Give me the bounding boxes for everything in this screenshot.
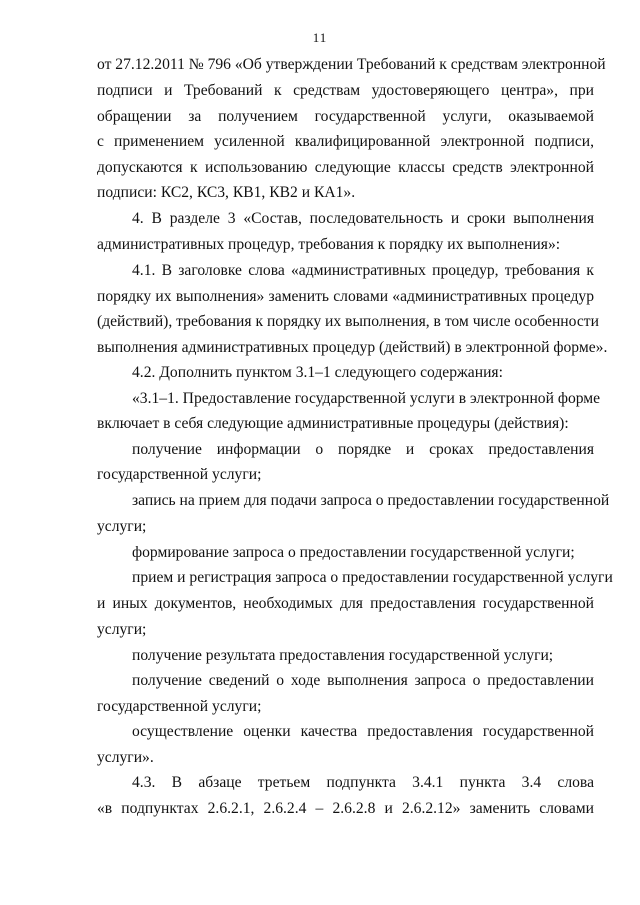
- text-line: осуществление оценки качества предоставления государственной: [132, 723, 594, 740]
- text-line: выполнения административных процедур (действий) в электронной форме».: [97, 339, 608, 356]
- text-line: государственной услуги;: [97, 698, 262, 715]
- text-line: подписи: КС2, КС3, КВ1, КВ2 и КА1».: [97, 184, 356, 201]
- text-line: получение информации о порядке и сроках предоставления: [132, 441, 594, 458]
- text-line: административных процедур, требования к порядку их выполнения»:: [97, 236, 561, 253]
- text-line: 4.1. В заголовке слова «административных процедур, требования к: [132, 262, 594, 279]
- text-line: 4.2. Дополнить пунктом 3.1–1 следующего содержания:: [132, 364, 503, 381]
- text-line: с применением усиленной квалифицированной электронной подписи,: [97, 133, 594, 150]
- text-line: 4.3. В абзаце третьем подпункта 3.4.1 пункта 3.4 слова: [132, 774, 594, 791]
- text-line: услуги».: [97, 749, 154, 766]
- text-line: «в подпунктах 2.6.2.1, 2.6.2.4 – 2.6.2.8 и 2.6.2.12» заменить словами: [97, 800, 594, 817]
- text-line: и иных документов, необходимых для предоставления государственной: [97, 595, 594, 612]
- text-line: получение сведений о ходе выполнения запроса о предоставлении: [132, 672, 594, 689]
- text-line: подписи и Требований к средствам удостоверяющего центра», при: [97, 82, 594, 99]
- text-line: 4. В разделе 3 «Состав, последовательность и сроки выполнения: [132, 210, 594, 227]
- text-line: запись на прием для подачи запроса о предоставлении государственной: [132, 492, 610, 509]
- text-line: от 27.12.2011 № 796 «Об утверждении Требований к средствам электронной: [97, 56, 606, 73]
- text-line: услуги;: [97, 621, 147, 638]
- text-line: прием и регистрация запроса о предоставлении государственной услуги: [132, 569, 613, 586]
- text-line: государственной услуги;: [97, 466, 262, 483]
- text-line: обращении за получением государственной услуги, оказываемой: [97, 108, 594, 125]
- text-line: допускаются к использованию следующие классы средств электронной: [97, 159, 594, 176]
- text-line: формирование запроса о предоставлении государственной услуги;: [132, 544, 575, 561]
- text-line: услуги;: [97, 518, 147, 535]
- text-line: (действий), требования к порядку их выполнения, в том числе особенности: [97, 313, 599, 330]
- text-line: получение результата предоставления государственной услуги;: [132, 647, 554, 664]
- page-number: 11: [312, 30, 328, 45]
- text-line: включает в себя следующие административные процедуры (действия):: [97, 415, 569, 432]
- text-line: порядку их выполнения» заменить словами «административных процедур: [97, 288, 594, 305]
- text-line: «3.1–1. Предоставление государственной услуги в электронной форме: [132, 390, 601, 407]
